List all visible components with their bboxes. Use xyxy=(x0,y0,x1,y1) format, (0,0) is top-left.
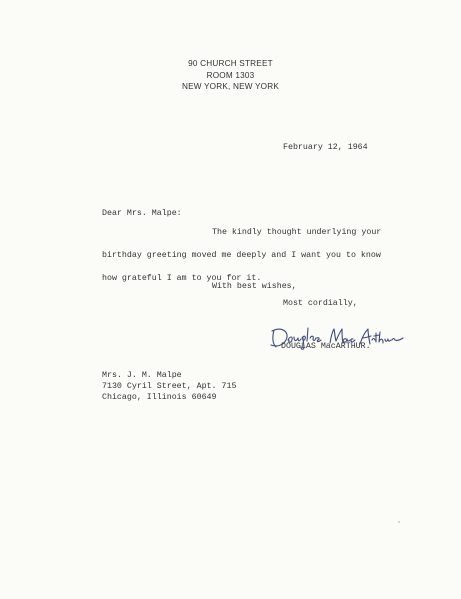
letterhead-room: ROOM 1303 xyxy=(206,70,255,80)
sign-off: Most cordially, xyxy=(283,299,358,308)
best-wishes: With best wishes, xyxy=(212,282,297,291)
address-line-3: Chicago, Illinois 60649 xyxy=(102,393,217,402)
salutation: Dear Mrs. Malpe: xyxy=(102,209,182,218)
typed-signature-name: DOUGLAS MacARTHUR. xyxy=(281,342,371,351)
letterhead-street: 90 CHURCH STREET xyxy=(188,59,273,68)
body-line-3: how grateful I am to you for it. xyxy=(102,274,262,283)
address-line-2: 7130 Cyril Street, Apt. 715 xyxy=(102,382,237,391)
body-line-2: birthday greeting moved me deeply and I want you to know xyxy=(102,251,381,260)
recipient-address xyxy=(102,370,236,403)
letter-body xyxy=(102,227,381,284)
letterhead-city: NEW YORK, NEW YORK xyxy=(181,82,279,91)
paper-speck xyxy=(398,521,400,523)
letter-date: February 12, 1964 xyxy=(283,143,368,152)
letterhead xyxy=(0,58,461,93)
address-line-1: Mrs. J. M. Malpe xyxy=(102,371,182,380)
body-line-1: The kindly thought underlying your xyxy=(212,228,382,237)
